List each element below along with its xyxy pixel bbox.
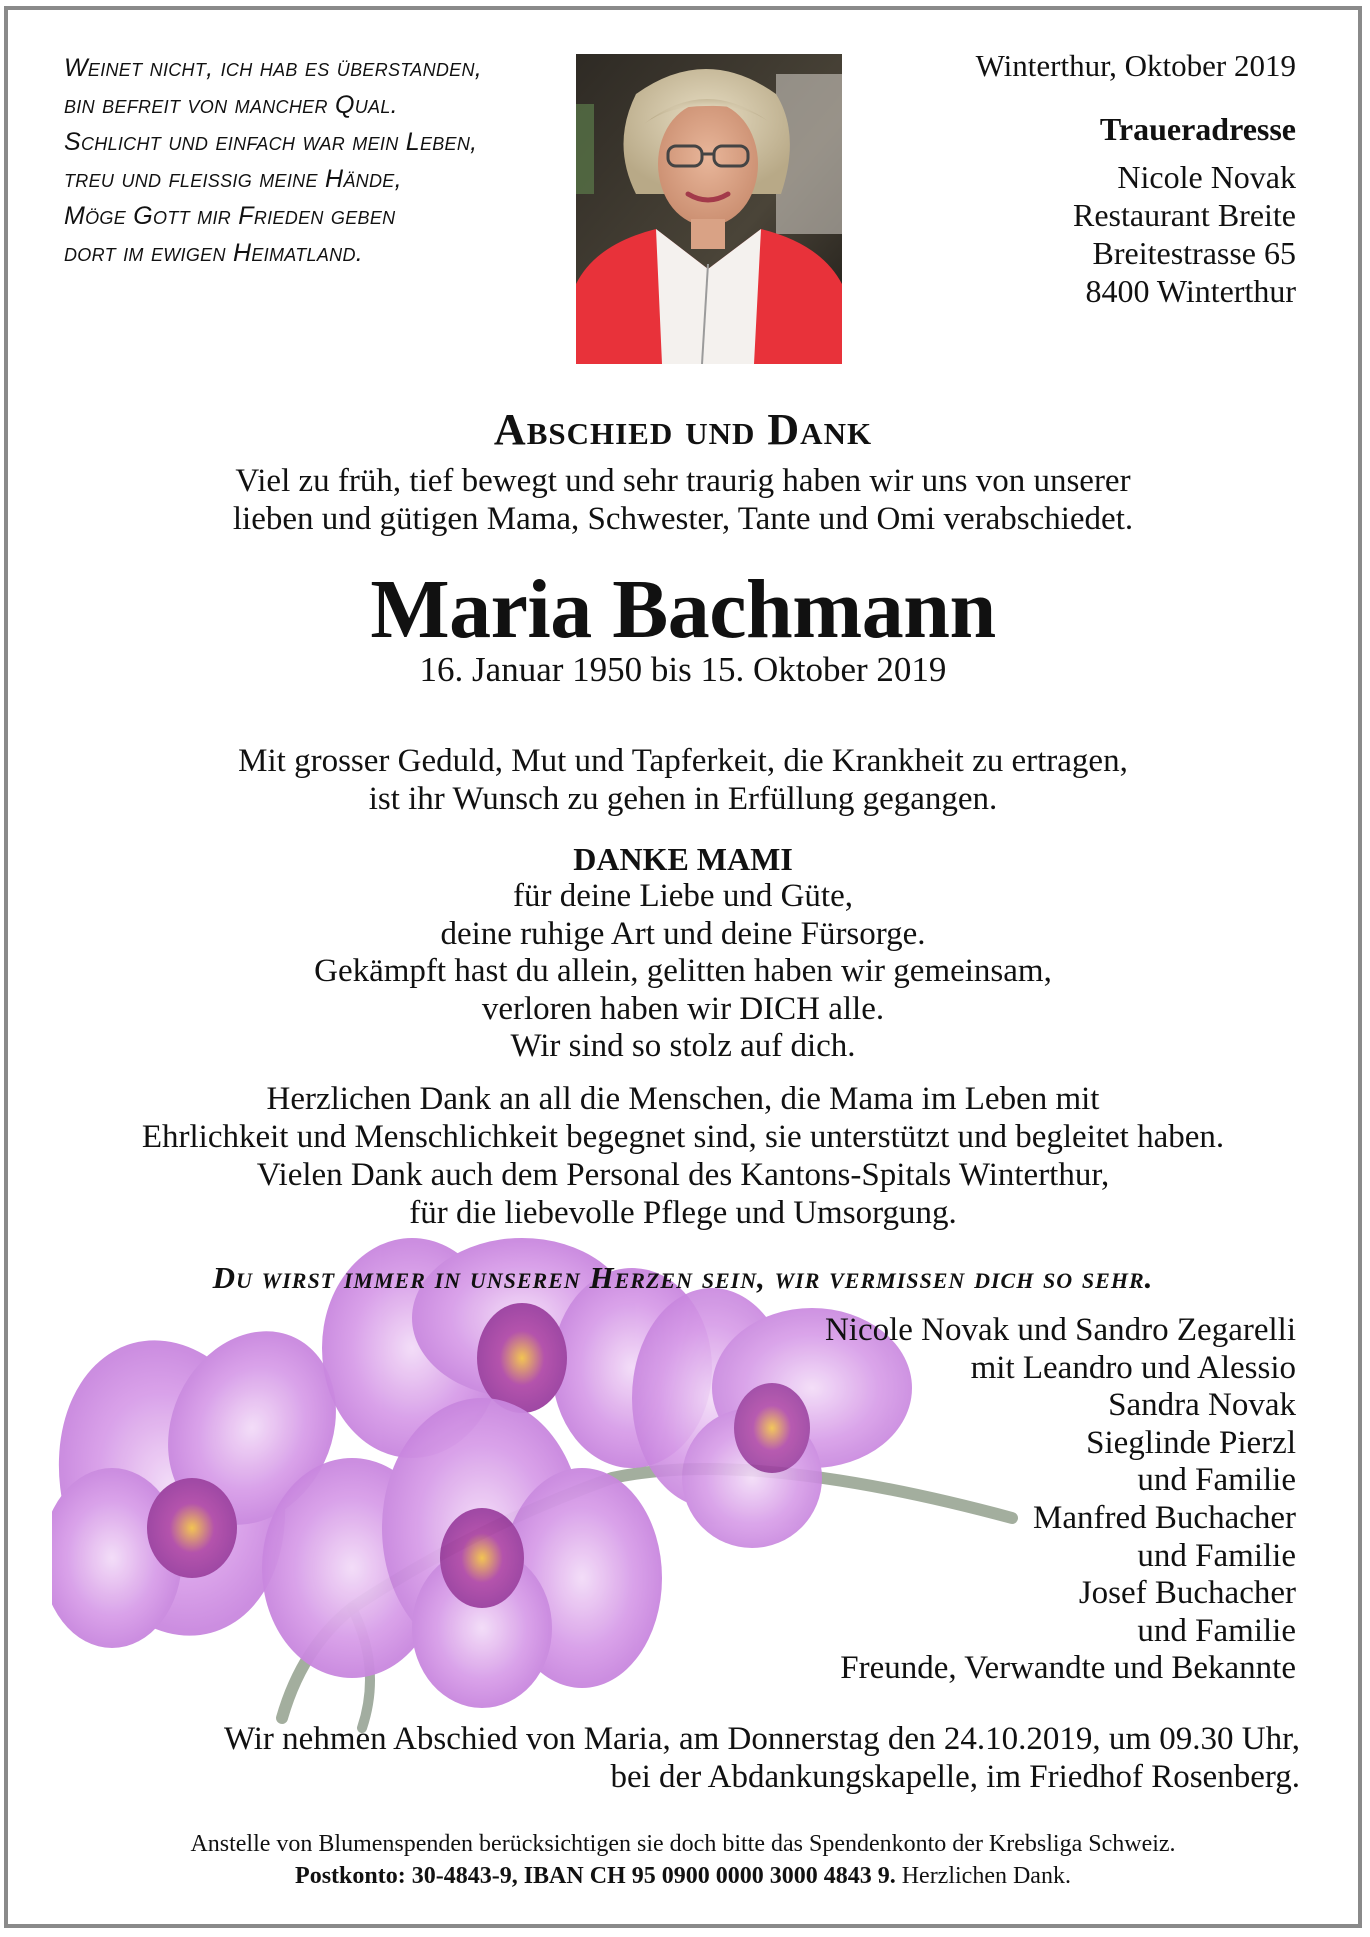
mourners-list <box>825 1312 1296 1688</box>
thanks-line: Ehrlichkeit und Menschlichkeit begegnet sind, sie unterstützt und begleitet haben. <box>141 1119 1225 1155</box>
paragraph-line: ist ihr Wunsch zu gehen in Erfüllung gegangen. <box>368 781 998 817</box>
motto: Du wirst immer in unseren Herzen sein, wir vermissen dich so sehr. <box>212 1260 1154 1295</box>
thanks-line: Herzlichen Dank an all die Menschen, die Mama im Leben mit <box>266 1081 1100 1117</box>
poem <box>64 50 584 272</box>
mourner-line: Freunde, Verwandte und Bekannte <box>840 1650 1296 1687</box>
paragraph-illness <box>8 742 1358 818</box>
danke-title: DANKE MAMI <box>573 841 793 877</box>
mourner-line: Josef Buchacher <box>1078 1575 1296 1612</box>
mourner-line: Sandra Novak <box>1108 1387 1296 1424</box>
intro-line: lieben und gütigen Mama, Schwester, Tante und Omi verabschiedet. <box>232 501 1134 537</box>
intro-line: Viel zu früh, tief bewegt und sehr traurig haben wir uns von unserer <box>235 463 1131 499</box>
mourner-line: Manfred Buchacher <box>1033 1499 1296 1536</box>
danke-line: Gekämpft hast du allein, gelitten haben wir gemeinsam, <box>314 953 1052 989</box>
poem-line: bin befreit von mancher Qual. <box>64 91 398 119</box>
paragraph-line: Mit grosser Geduld, Mut und Tapferkeit, die Krankheit zu ertragen, <box>238 743 1128 779</box>
mourner-line: und Familie <box>1137 1537 1296 1574</box>
mourner-line: und Familie <box>1137 1462 1296 1499</box>
intro-text <box>8 462 1358 538</box>
danke-line: Wir sind so stolz auf dich. <box>510 1028 856 1064</box>
address-heading: Traueradresse <box>1099 111 1296 147</box>
bank-details: Postkonto: 30-4843-9, IBAN CH 95 0900 0000 3000 4843 9. <box>295 1863 896 1889</box>
mourner-line: und Familie <box>1137 1612 1296 1649</box>
donation-footer <box>8 1828 1358 1892</box>
danke-line: für deine Liebe und Güte, <box>513 878 853 914</box>
thanks-line: Vielen Dank auch dem Personal des Kantons-Spitals Winterthur, <box>256 1157 1110 1193</box>
place-date: Winterthur, Oktober 2019 <box>975 48 1296 83</box>
poem-line: Weinet nicht, ich hab es überstanden, <box>64 54 483 82</box>
footer-thanks: Herzlichen Dank. <box>895 1863 1071 1889</box>
section-title: Abschied und Dank <box>493 405 873 454</box>
address-line: 8400 Winterthur <box>1085 273 1296 309</box>
danke-line: deine ruhige Art und deine Fürsorge. <box>440 915 926 952</box>
ceremony-line: Wir nehmen Abschied von Maria, am Donnerstag den 24.10.2019, um 09.30 Uhr, <box>223 1721 1300 1757</box>
thanks-text <box>8 1080 1358 1232</box>
danke-text <box>8 878 1358 1066</box>
footer-line <box>8 1860 1358 1892</box>
footer-line: Anstelle von Blumenspenden berücksichtigen sie doch bitte das Spendenkonto der Krebsliga Schweiz. <box>190 1831 1176 1857</box>
ceremony-line: bei der Abdankungskapelle, im Friedhof Rosenberg. <box>610 1759 1300 1795</box>
ceremony-info <box>224 1720 1300 1796</box>
obituary-frame <box>4 6 1362 1928</box>
danke-line: verloren haben wir DICH alle. <box>481 990 885 1027</box>
mourner-line: Sieglinde Pierzl <box>1086 1424 1296 1461</box>
portrait-photo <box>576 54 842 364</box>
mourner-line: mit Leandro und Alessio <box>970 1349 1296 1386</box>
mourner-line: Nicole Novak und Sandro Zegarelli <box>824 1312 1296 1348</box>
life-dates: 16. Januar 1950 bis 15. Oktober 2019 <box>419 650 947 689</box>
address-line: Breitestrasse 65 <box>1092 235 1296 271</box>
poem-line: treu und fleissig meine Hände, <box>64 165 402 193</box>
address-line: Nicole Novak <box>1117 159 1296 195</box>
poem-line: Schlicht und einfach war mein Leben, <box>64 128 478 156</box>
address-line: Restaurant Breite <box>1072 197 1296 233</box>
poem-line: dort im ewigen Heimatland. <box>64 239 363 267</box>
thanks-line: für die liebevolle Pflege und Umsorgung. <box>409 1195 957 1231</box>
mourning-address <box>1073 110 1296 310</box>
deceased-name: Maria Bachmann <box>370 563 996 656</box>
poem-line: Möge Gott mir Frieden geben <box>64 202 396 230</box>
